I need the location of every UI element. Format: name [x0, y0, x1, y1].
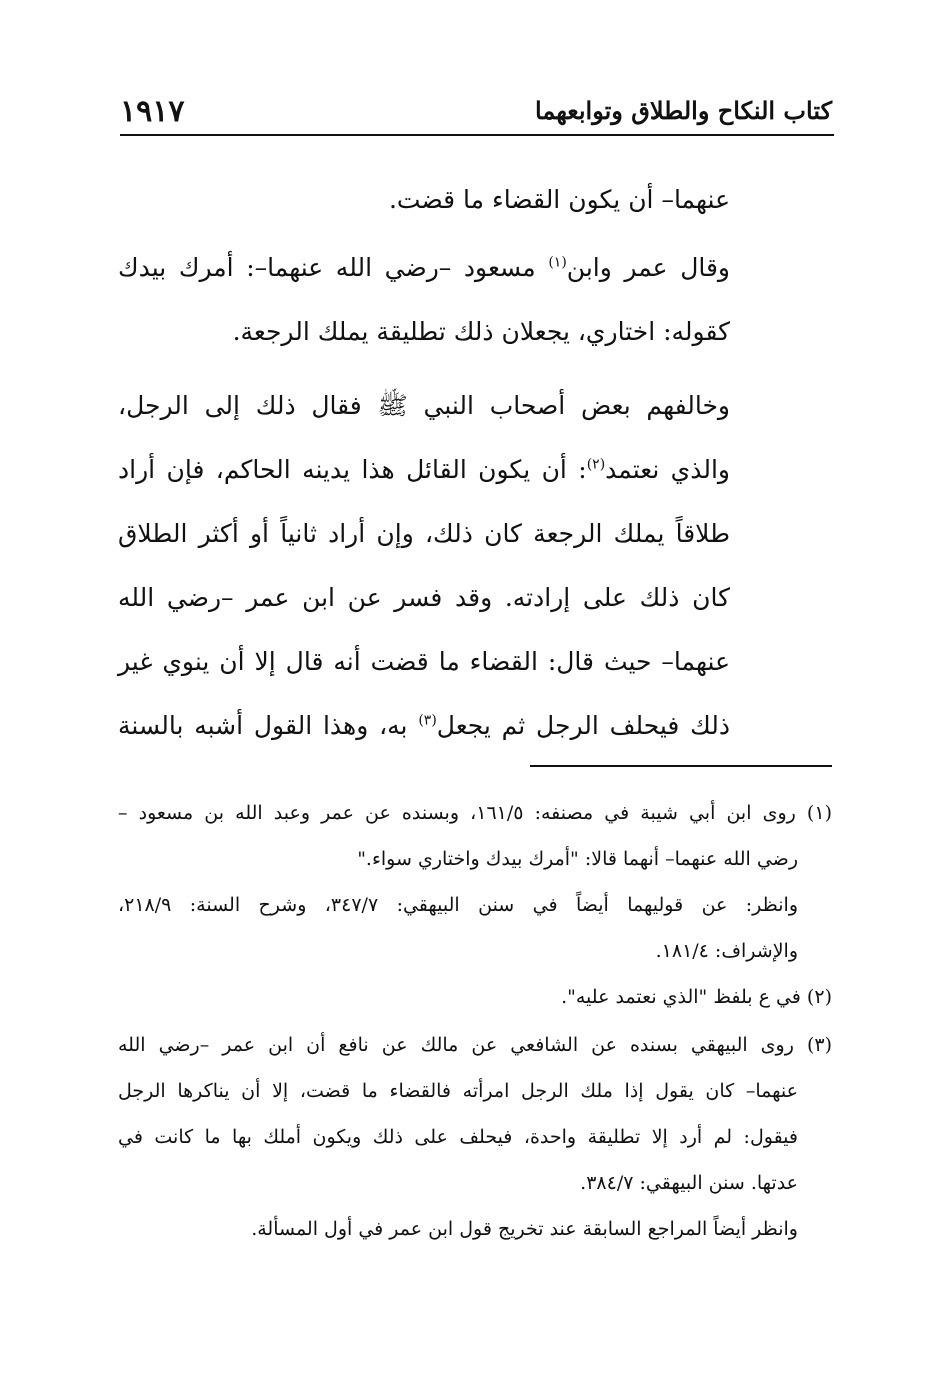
line-text: : أن يكون القائل هذا يدينه الحاكم، فإن أراد: [118, 455, 587, 484]
footnote-line: (٢) في ع بلفظ "الذي نعتمد عليه".: [561, 986, 832, 1008]
footnote-line: (٣) روى البيهقي بسنده عن الشافعي عن مالك عن نافع أن ابن عمر –رضي الله: [118, 1034, 832, 1056]
text-line: [118, 374, 730, 438]
text-line: [118, 630, 730, 694]
text-line: [118, 236, 730, 300]
footnote-ref-1: (١): [548, 254, 567, 271]
footnote-line: عدتها. سنن البيهقي: ٣٨٤/٧.: [580, 1172, 798, 1194]
line-text: وقال عمر وابن: [566, 253, 731, 282]
line-text: كان ذلك على إرادته. وقد فسر عن ابن عمر –رضي الله: [118, 583, 730, 612]
main-text: [118, 168, 730, 758]
line-text: ذلك فيحلف الرجل ثم يجعل: [436, 711, 731, 740]
footnote-line: عنهما– كان يقول إذا ملك الرجل امرأته فالقضاء ما قضت، إلا أن يناكرها الرجل: [118, 1080, 798, 1102]
line-text: وخالفهم بعض أصحاب النبي ﷺ فقال ذلك إلى الرجل،: [118, 391, 730, 420]
line-text: طلاقاً يملك الرجعة كان ذلك، وإن أراد ثانياً أو أكثر الطلاق: [118, 519, 730, 548]
footnote-ref-2: (٢): [586, 456, 606, 473]
line-text: كقوله: اختاري، يجعلان ذلك تطليقة يملك الرجعة.: [232, 317, 730, 346]
page-header: [120, 94, 832, 134]
text-line: [118, 300, 730, 364]
line-text: عنهما– أن يكون القضاء ما قضت.: [388, 185, 730, 214]
footnote-line: فيقول: لم أرد إلا تطليقة واحدة، فيحلف على ذلك ويكون أملك بها ما كانت في: [118, 1126, 798, 1148]
text-line: [118, 502, 730, 566]
footnote-ref-3: (٣): [418, 712, 437, 729]
line-text: به، وهذا القول أشبه بالسنة: [118, 711, 419, 740]
line-text: مسعود –رضي الله عنهما–: أمرك بيدك: [118, 253, 549, 282]
text-line: [118, 438, 730, 502]
text-line: [118, 168, 730, 232]
footnote-line: رضي الله عنهما– أنهما قالا: "أمرك بيدك واختاري سواء.": [357, 848, 798, 870]
text-line: [118, 694, 730, 758]
footnote-line: وانظر: عن قوليهما أيضاً في سنن البيهقي: ٣٤٧/٧، وشرح السنة: ٢١٨/٩،: [118, 894, 798, 916]
footnote-line: (١) روى ابن أبي شيبة في مصنفه: ١٦١/٥، وبسنده عن عمر وعبد الله بن مسعود –: [118, 802, 832, 824]
footnote-separator: [530, 765, 832, 767]
footnotes: [118, 790, 832, 1252]
running-title: كتاب النكاح والطلاق وتوابعهما: [535, 96, 832, 125]
line-text: عنهما– حيث قال: القضاء ما قضت أنه قال إلا أن ينوي غير: [118, 647, 730, 676]
header-rule: [120, 134, 834, 136]
text-line: [118, 566, 730, 630]
page-number: ١٩١٧: [120, 94, 185, 129]
footnote-line: وانظر أيضاً المراجع السابقة عند تخريج قول ابن عمر في أول المسألة.: [251, 1218, 798, 1240]
line-text: والذي نعتمد: [605, 455, 730, 484]
footnote-line: والإشراف: ١٨١/٤.: [655, 940, 798, 962]
